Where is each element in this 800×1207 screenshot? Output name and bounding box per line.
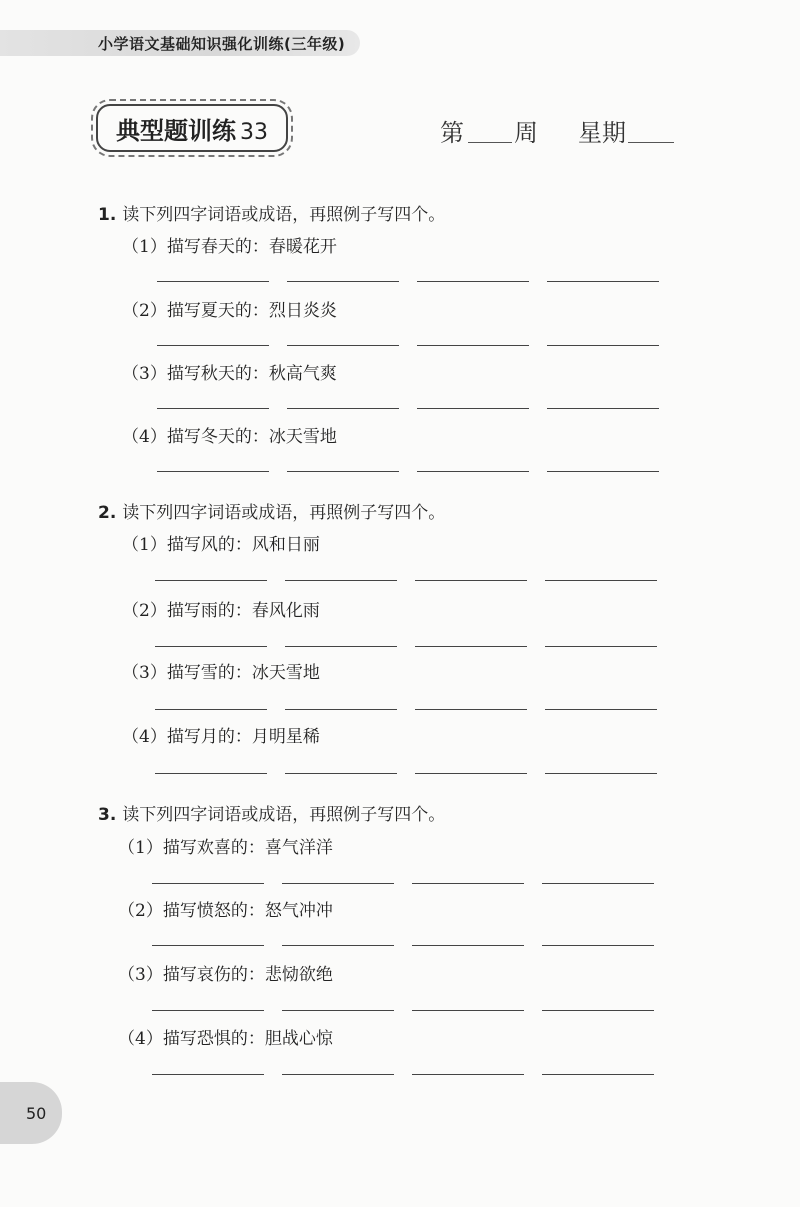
q3-item-3-blank-3[interactable]	[412, 1010, 524, 1011]
question-1-number: 1.	[98, 205, 117, 225]
question-2	[98, 498, 445, 523]
q2-item-3: （3）描写雪的：冰天雪地	[122, 663, 320, 683]
q2-item-4-blank-1[interactable]	[155, 773, 267, 774]
q2-item-4-blank-2[interactable]	[285, 773, 397, 774]
q2-item-2-blank-2[interactable]	[285, 646, 397, 647]
q3-item-2-blank-4[interactable]	[542, 945, 654, 946]
q3-item-3-blank-4[interactable]	[542, 1010, 654, 1011]
q2-item-3-blank-3[interactable]	[415, 709, 527, 710]
page-number: 50	[26, 1104, 47, 1123]
q1-item-2-blank-2[interactable]	[287, 345, 399, 346]
q3-item-3: （3）描写哀伤的：悲恸欲绝	[118, 965, 333, 985]
question-1	[98, 200, 445, 225]
q1-item-3: （3）描写秋天的：秋高气爽	[122, 364, 337, 384]
q1-item-2-blank-3[interactable]	[417, 345, 529, 346]
q1-item-1-blank-3[interactable]	[417, 281, 529, 282]
q2-item-3-blank-1[interactable]	[155, 709, 267, 710]
exercise-number: 33	[240, 120, 268, 145]
q3-item-4-blank-1[interactable]	[152, 1074, 264, 1075]
q3-item-4-blank-2[interactable]	[282, 1074, 394, 1075]
q1-item-2: （2）描写夏天的：烈日炎炎	[122, 301, 337, 321]
q2-item-4-blank-4[interactable]	[545, 773, 657, 774]
q3-item-1-blank-2[interactable]	[282, 883, 394, 884]
q1-item-2-blank-4[interactable]	[547, 345, 659, 346]
exercise-title	[116, 111, 268, 146]
q1-item-4: （4）描写冬天的：冰天雪地	[122, 427, 337, 447]
q1-item-3-blank-1[interactable]	[157, 408, 269, 409]
q3-item-2: （2）描写愤怒的：怒气冲冲	[118, 901, 333, 921]
q3-item-4-blank-4[interactable]	[542, 1074, 654, 1075]
q2-item-1-blank-1[interactable]	[155, 580, 267, 581]
q3-item-1-blank-3[interactable]	[412, 883, 524, 884]
question-3-number: 3.	[98, 805, 117, 825]
q1-item-1-blank-1[interactable]	[157, 281, 269, 282]
q2-item-1-blank-2[interactable]	[285, 580, 397, 581]
q2-item-1-blank-4[interactable]	[545, 580, 657, 581]
week-di-label: 第	[440, 119, 464, 147]
week-number-blank[interactable]	[468, 142, 512, 143]
q2-item-1-blank-3[interactable]	[415, 580, 527, 581]
q2-item-4-blank-3[interactable]	[415, 773, 527, 774]
exercise-title-label: 典型题训练	[116, 117, 236, 145]
q2-item-3-blank-4[interactable]	[545, 709, 657, 710]
question-1-prompt: 读下列四字词语或成语，再照例子写四个。	[122, 205, 446, 225]
q3-item-3-blank-2[interactable]	[282, 1010, 394, 1011]
q1-item-4-blank-2[interactable]	[287, 471, 399, 472]
week-zhou-label: 周	[514, 119, 538, 147]
q1-item-1: （1）描写春天的：春暖花开	[122, 237, 337, 257]
q2-item-1: （1）描写风的：风和日丽	[122, 535, 320, 555]
q1-item-2-blank-1[interactable]	[157, 345, 269, 346]
q1-item-3-blank-3[interactable]	[417, 408, 529, 409]
q3-item-4: （4）描写恐惧的：胆战心惊	[118, 1029, 333, 1049]
q2-item-2-blank-3[interactable]	[415, 646, 527, 647]
q2-item-3-blank-2[interactable]	[285, 709, 397, 710]
q3-item-3-blank-1[interactable]	[152, 1010, 264, 1011]
q1-item-4-blank-1[interactable]	[157, 471, 269, 472]
q3-item-1: （1）描写欢喜的：喜气洋洋	[118, 838, 333, 858]
q1-item-4-blank-4[interactable]	[547, 471, 659, 472]
q2-item-4: （4）描写月的：月明星稀	[122, 727, 320, 747]
q3-item-4-blank-3[interactable]	[412, 1074, 524, 1075]
question-3-prompt: 读下列四字词语或成语，再照例子写四个。	[122, 805, 446, 825]
q1-item-1-blank-4[interactable]	[547, 281, 659, 282]
q3-item-1-blank-1[interactable]	[152, 883, 264, 884]
weekday-blank[interactable]	[628, 142, 674, 143]
q3-item-1-blank-4[interactable]	[542, 883, 654, 884]
book-title: 小学语文基础知识强化训练(三年级)	[98, 35, 346, 53]
q3-item-2-blank-2[interactable]	[282, 945, 394, 946]
q2-item-2-blank-4[interactable]	[545, 646, 657, 647]
question-3	[98, 800, 445, 825]
q1-item-1-blank-2[interactable]	[287, 281, 399, 282]
q3-item-2-blank-1[interactable]	[152, 945, 264, 946]
q2-item-2-blank-1[interactable]	[155, 646, 267, 647]
q1-item-3-blank-2[interactable]	[287, 408, 399, 409]
question-2-number: 2.	[98, 503, 117, 523]
question-2-prompt: 读下列四字词语或成语，再照例子写四个。	[122, 503, 446, 523]
weekday-label: 星期	[578, 119, 626, 147]
q1-item-4-blank-3[interactable]	[417, 471, 529, 472]
q1-item-3-blank-4[interactable]	[547, 408, 659, 409]
q3-item-2-blank-3[interactable]	[412, 945, 524, 946]
q2-item-2: （2）描写雨的：春风化雨	[122, 601, 320, 621]
